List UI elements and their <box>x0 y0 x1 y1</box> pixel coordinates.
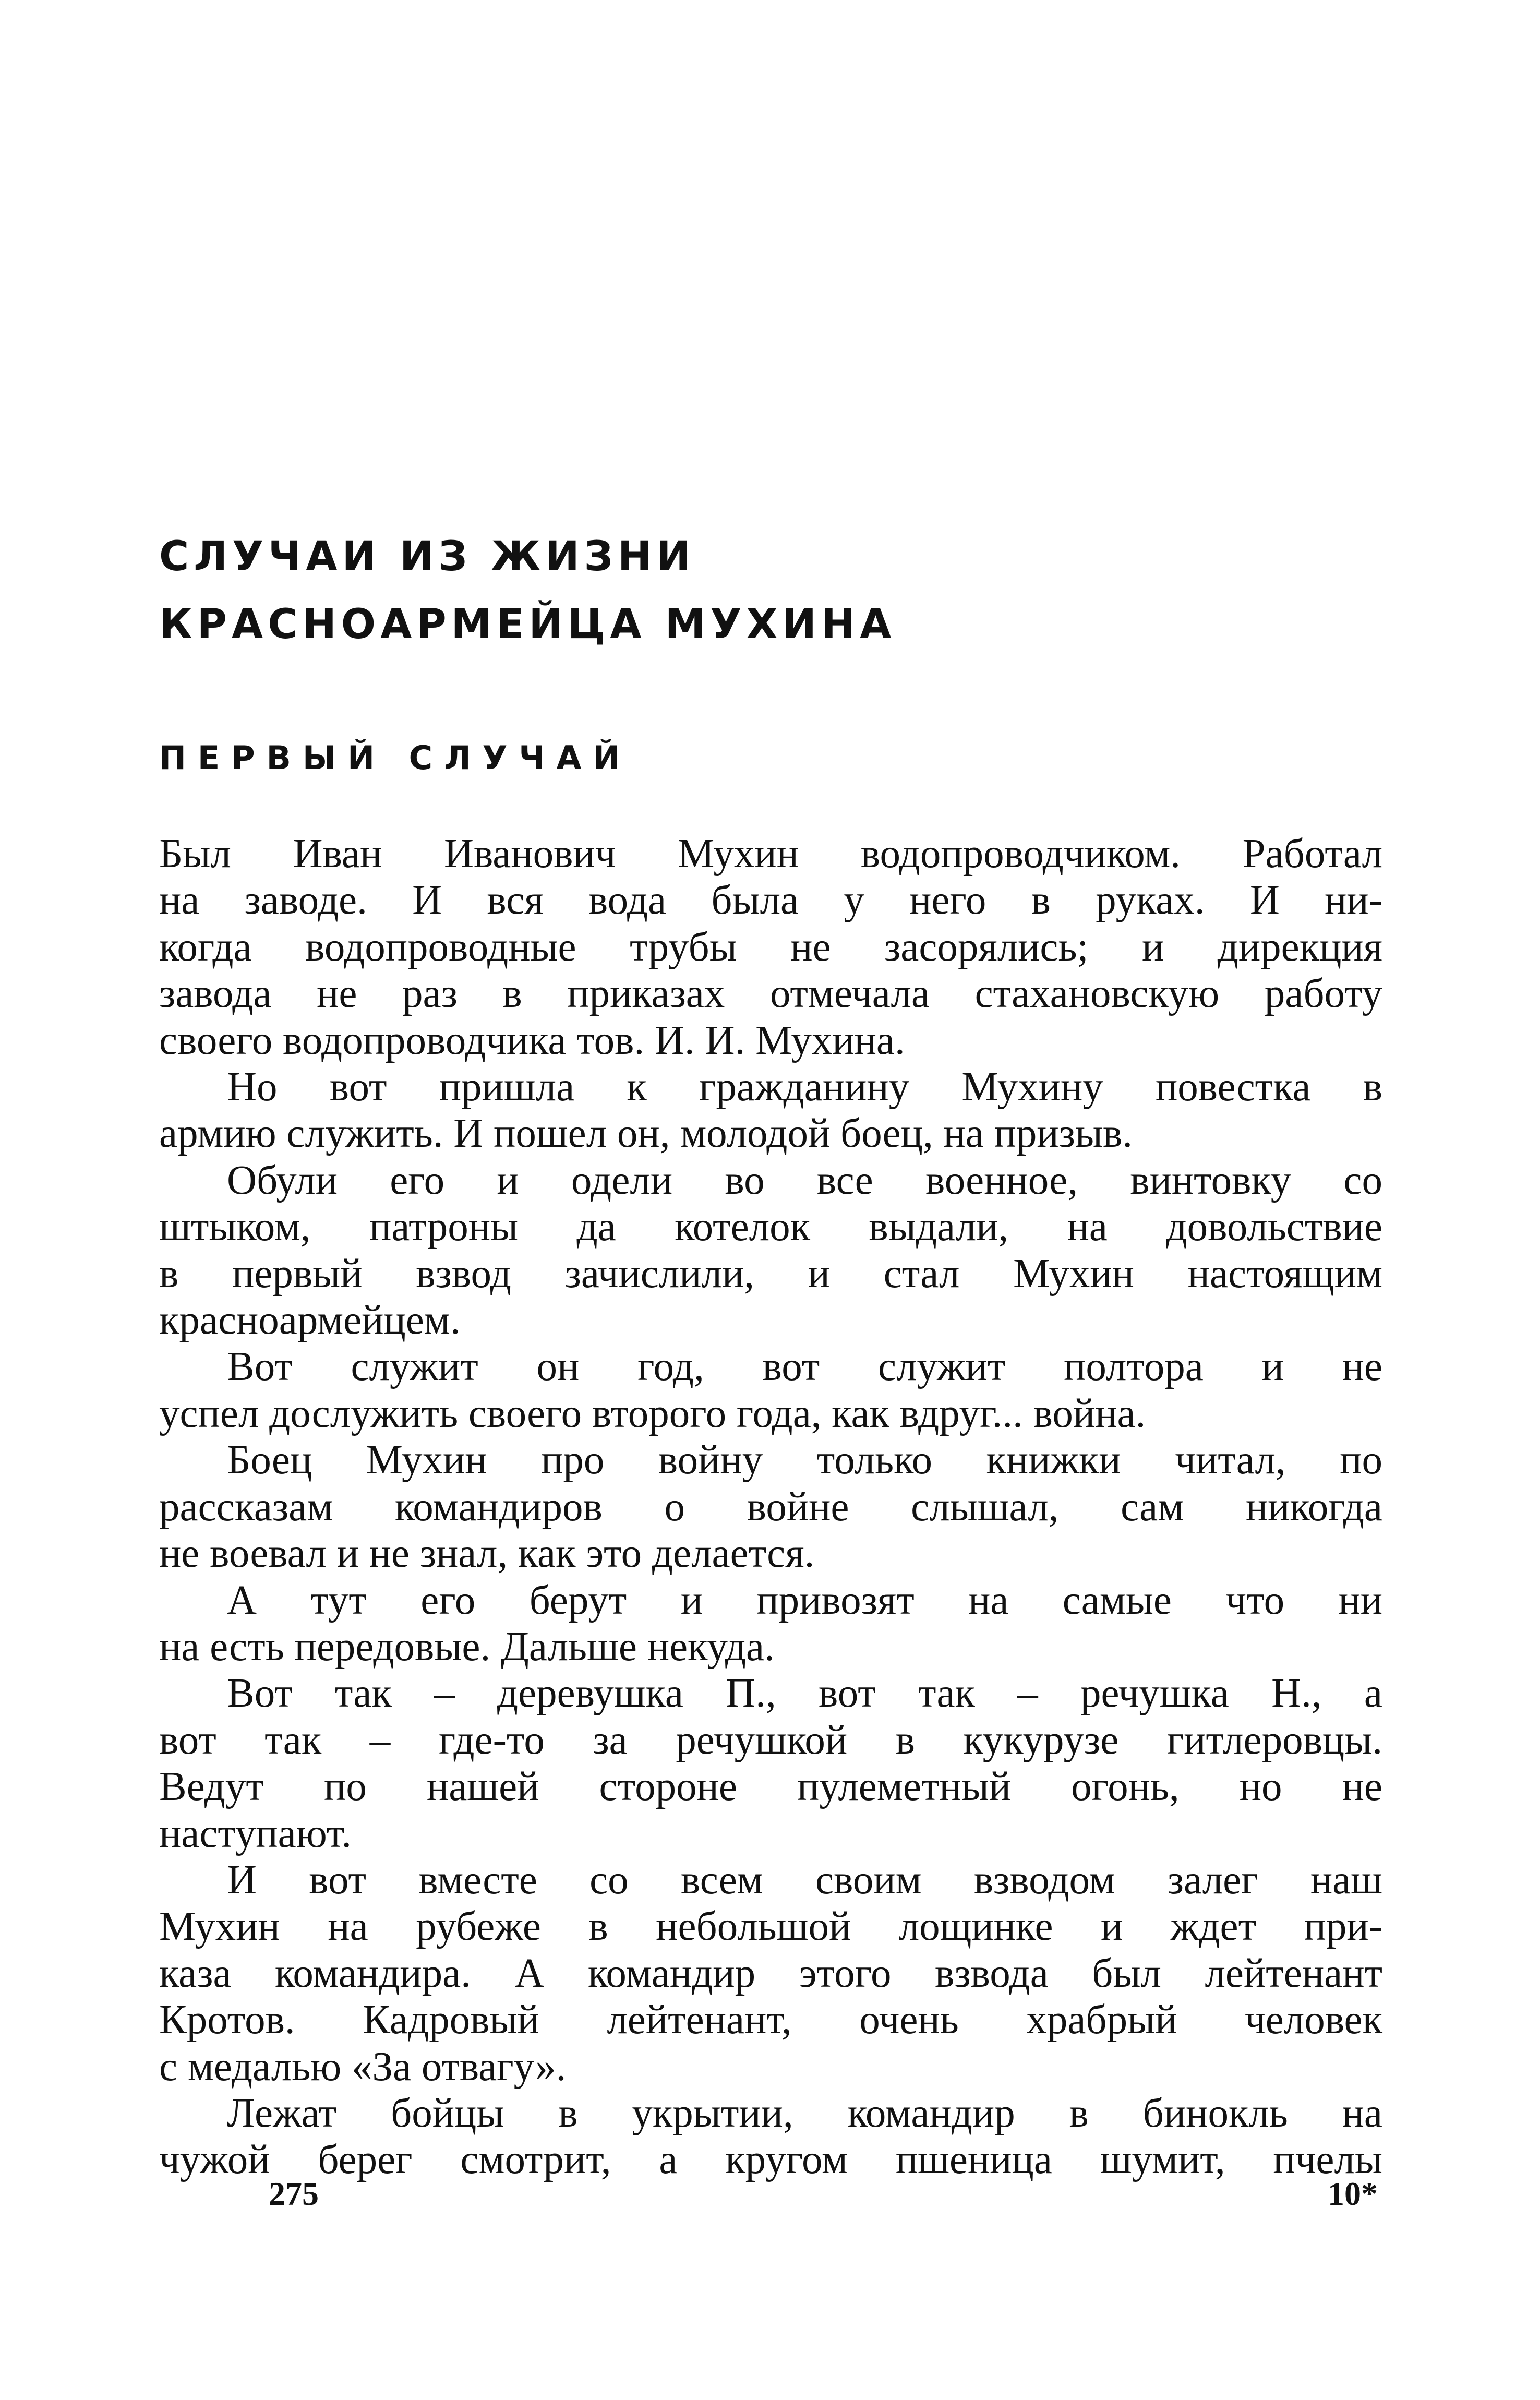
text-line: успел дослужить своего второго года, как вдруг... война. <box>159 1390 1146 1436</box>
text-line: красноармейцем. <box>159 1298 461 1343</box>
paragraph <box>159 1577 1382 1671</box>
paragraph <box>159 1670 1382 1857</box>
paragraph <box>159 1064 1382 1157</box>
text-line: чужой берег смотрит, а кругом пшеница шумит, пчелы <box>159 2137 1382 2183</box>
paragraph <box>159 1157 1382 1344</box>
paragraph <box>159 2090 1382 2183</box>
text-line: с медалью «За отвагу». <box>159 2044 567 2090</box>
text-line: Мухин на рубеже в небольшой лощинке и ждет при- <box>159 1904 1382 1950</box>
text-line: Обули его и одели во все военное, винтовку со <box>227 1157 1382 1203</box>
body-text <box>159 831 1382 2183</box>
text-line: И вот вместе со всем своим взводом залег наш <box>227 1857 1382 1903</box>
chapter-title <box>159 523 896 658</box>
text-line: на есть передовые. Дальше некуда. <box>159 1624 775 1670</box>
signature-mark: 10* <box>1328 2175 1378 2212</box>
text-line: когда водопроводные трубы не засорялись; и дирекция <box>159 924 1382 970</box>
chapter-title-line: КРАСНОАРМЕЙЦА МУХИНА <box>159 601 896 648</box>
text-line: армию служить. И пошел он, молодой боец, на призыв. <box>159 1111 1133 1157</box>
text-line: Был Иван Иванович Мухин водопроводчиком. Работал <box>159 831 1382 877</box>
text-line: Но вот пришла к гражданину Мухину повестка в <box>227 1064 1382 1110</box>
text-line: наступают. <box>159 1810 352 1856</box>
text-line: штыком, патроны да котелок выдали, на довольствие <box>159 1204 1382 1250</box>
paragraph <box>159 1343 1382 1437</box>
text-line: Ведут по нашей стороне пулеметный огонь, но не <box>159 1764 1382 1810</box>
text-line: Лежат бойцы в укрытии, командир в бинокль на <box>227 2090 1382 2136</box>
text-line: Вот служит он год, вот служит полтора и не <box>227 1344 1382 1390</box>
text-line: рассказам командиров о войне слышал, сам никогда <box>159 1484 1382 1530</box>
text-line: не воевал и не знал, как это делается. <box>159 1531 815 1577</box>
text-line: каза командира. А командир этого взвода был лейтенант <box>159 1950 1382 1996</box>
page-number: 275 <box>269 2175 319 2212</box>
text-line: Боец Мухин про войну только книжки читал, по <box>227 1437 1382 1483</box>
text-line: своего водопроводчика тов. И. И. Мухина. <box>159 1017 905 1063</box>
text-line: Вот так – деревушка П., вот так – речушка Н., а <box>227 1671 1382 1717</box>
text-line: Кротов. Кадровый лейтенант, очень храбрый человек <box>159 1997 1382 2043</box>
paragraph <box>159 1437 1382 1577</box>
section-title: ПЕРВЫЙ СЛУЧАЙ <box>159 739 632 777</box>
text-line: завода не раз в приказах отмечала стахановскую работу <box>159 971 1382 1017</box>
text-line: в первый взвод зачислили, и стал Мухин настоящим <box>159 1251 1382 1297</box>
paragraph <box>159 1857 1382 2090</box>
text-line: А тут его берут и привозят на самые что ни <box>227 1577 1382 1623</box>
text-line: на заводе. И вся вода была у него в руках. И ни- <box>159 878 1382 923</box>
text-line: вот так – где-то за речушкой в кукурузе гитлеровцы. <box>159 1717 1382 1763</box>
paragraph <box>159 831 1382 1064</box>
chapter-title-line: СЛУЧАИ ИЗ ЖИЗНИ <box>159 533 695 580</box>
